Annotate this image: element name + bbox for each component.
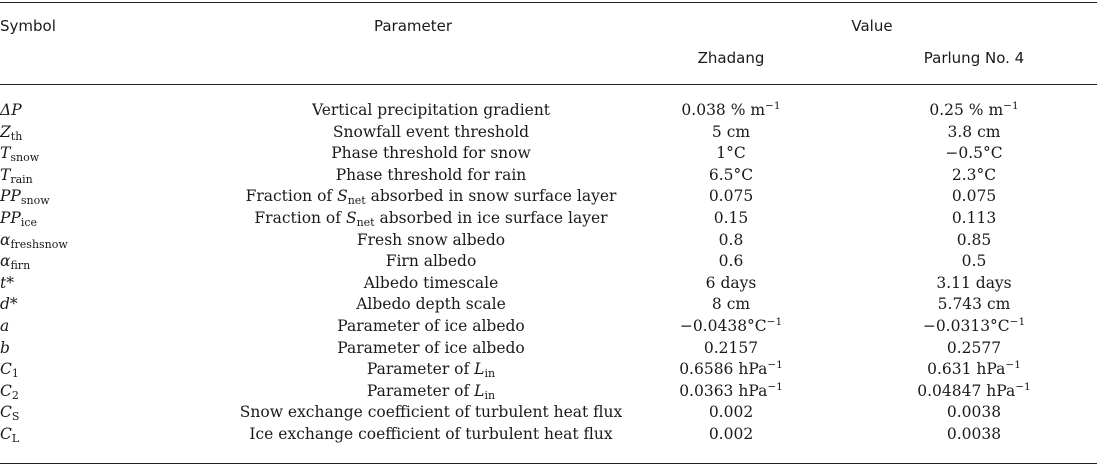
- parameter-text: Snowfall event threshold: [332, 122, 530, 141]
- parlung-value-cell: [874, 251, 1074, 273]
- parameter-variable-subscript: in: [484, 367, 496, 381]
- symbol-main: C: [0, 424, 12, 443]
- parlung-value-cell: [874, 143, 1074, 165]
- symbol-subscript: L: [11, 431, 20, 445]
- zhadang-value-cell: [643, 381, 819, 403]
- parameter-text: Albedo depth scale: [356, 295, 506, 314]
- table-row: [0, 402, 1097, 424]
- symbol-subscript: S: [11, 410, 20, 424]
- zhadang-value-cell: [643, 143, 819, 165]
- parlung-value-cell: [874, 208, 1074, 230]
- parameter-variable: L: [474, 360, 485, 379]
- symbol-main: C: [0, 403, 12, 422]
- symbol-main: t*: [0, 273, 14, 292]
- parlung-value: 0.85: [956, 230, 992, 249]
- zhadang-value: 8 cm: [711, 295, 751, 314]
- parlung-value-cell: [874, 273, 1074, 295]
- zhadang-value-cell: [643, 186, 819, 208]
- parameter-variable-subscript: in: [484, 388, 496, 402]
- zhadang-unit-exponent: −1: [767, 380, 783, 393]
- zhadang-value: 0.15: [713, 208, 749, 227]
- zhadang-value-cell: [643, 208, 819, 230]
- symbol-main: PP: [0, 208, 21, 227]
- symbol-main: T: [0, 165, 11, 184]
- zhadang-value-cell: [643, 100, 819, 122]
- table-row: [0, 338, 1097, 360]
- zhadang-unit-exponent: −1: [767, 359, 783, 372]
- parameter-text-tail: absorbed in ice surface layer: [374, 208, 608, 227]
- table-row: [0, 100, 1097, 122]
- parlung-value-cell: [874, 316, 1074, 338]
- parameter-variable-subscript: net: [347, 194, 366, 208]
- parameter-variable-subscript: net: [356, 215, 375, 229]
- parameter-text: Parameter of ice albedo: [337, 316, 525, 335]
- zhadang-value-cell: [643, 402, 819, 424]
- table-row: [0, 359, 1097, 381]
- parlung-value: 0.04847 hPa: [917, 381, 1016, 400]
- parameter-text: Phase threshold for snow: [331, 144, 531, 163]
- header-rule: [0, 84, 1097, 85]
- symbol-main: α: [0, 252, 11, 271]
- parlung-value: 0.2577: [946, 338, 1002, 357]
- table-row: [0, 122, 1097, 144]
- header-parameter: Parameter: [373, 17, 453, 35]
- parlung-value: 3.8 cm: [947, 122, 1001, 141]
- header-symbol: Symbol: [0, 17, 56, 35]
- parameter-text: Phase threshold for rain: [335, 165, 527, 184]
- zhadang-value: 0.6586 hPa: [679, 360, 768, 379]
- parameter-text: Ice exchange coefficient of turbulent heat flux: [249, 424, 613, 443]
- symbol-main: a: [0, 316, 10, 335]
- header-zhadang: Zhadang: [697, 49, 765, 67]
- symbol-main: α: [0, 230, 11, 249]
- zhadang-value: 0.8: [718, 230, 744, 249]
- symbol-subscript: rain: [10, 172, 33, 186]
- symbol-subscript: snow: [10, 151, 40, 165]
- table-row: [0, 294, 1097, 316]
- symbol-main: Z: [0, 122, 11, 141]
- parlung-value: 0.25 % m: [929, 101, 1004, 119]
- symbol-main: d*: [0, 295, 18, 314]
- header-value: Value: [851, 17, 893, 35]
- table-row: [0, 251, 1097, 273]
- symbol-subscript: snow: [20, 194, 50, 208]
- zhadang-value: 0.075: [708, 187, 754, 206]
- table-row: [0, 165, 1097, 187]
- parameter-text: Vertical precipitation gradient: [311, 101, 551, 119]
- symbol-main: C: [0, 381, 12, 400]
- zhadang-value-cell: [643, 251, 819, 273]
- parlung-value: −0.0313°C: [922, 316, 1010, 335]
- zhadang-value-cell: [643, 338, 819, 360]
- parameter-text: Snow exchange coefficient of turbulent heat flux: [239, 403, 623, 422]
- parlung-value-cell: [874, 100, 1074, 122]
- parameter-variable: L: [474, 381, 485, 400]
- symbol-main: T: [0, 144, 11, 163]
- parameter-text: Firn albedo: [385, 252, 477, 271]
- parlung-value-cell: [874, 338, 1074, 360]
- zhadang-value: 0.038 % m: [681, 101, 766, 119]
- parameter-text: Parameter of: [366, 360, 475, 379]
- parameter-text: Parameter of: [366, 381, 475, 400]
- parlung-value: 0.0038: [946, 424, 1002, 443]
- symbol-main: ΔP: [0, 101, 22, 119]
- parlung-value: 0.5: [961, 252, 987, 271]
- zhadang-value: 0.6: [718, 252, 744, 271]
- parlung-value: 5.743 cm: [937, 295, 1011, 314]
- symbol-subscript: firn: [10, 259, 31, 273]
- bottom-rule: [0, 463, 1097, 464]
- zhadang-value-cell: [643, 294, 819, 316]
- symbol-subscript: 2: [11, 388, 19, 402]
- table-row: [0, 230, 1097, 252]
- table-row: [0, 316, 1097, 338]
- zhadang-unit-exponent: −1: [766, 315, 783, 328]
- zhadang-value-cell: [643, 316, 819, 338]
- parlung-value-cell: [874, 122, 1074, 144]
- zhadang-value-cell: [643, 165, 819, 187]
- zhadang-value-cell: [643, 230, 819, 252]
- parlung-value-cell: [874, 402, 1074, 424]
- zhadang-unit-exponent: −1: [765, 100, 781, 112]
- symbol-main: PP: [0, 187, 21, 206]
- zhadang-value: −0.0438°C: [679, 316, 767, 335]
- parlung-value-cell: [874, 186, 1074, 208]
- zhadang-value: 0.002: [708, 424, 754, 443]
- parameter-text: Fraction of: [254, 208, 346, 227]
- parlung-value: 0.631 hPa: [927, 360, 1006, 379]
- table-row: [0, 273, 1097, 295]
- parlung-value-cell: [874, 424, 1074, 446]
- parlung-value-cell: [874, 165, 1074, 187]
- zhadang-value-cell: [643, 424, 819, 446]
- zhadang-value-cell: [643, 359, 819, 381]
- parlung-unit-exponent: −1: [1015, 380, 1031, 393]
- table-row: [0, 208, 1097, 230]
- parameter-text: Albedo timescale: [363, 273, 499, 292]
- symbol-subscript: th: [10, 129, 23, 143]
- zhadang-value-cell: [643, 273, 819, 295]
- zhadang-value: 6.5°C: [708, 165, 754, 184]
- parlung-value: 0.113: [951, 208, 997, 227]
- table-row: [0, 424, 1097, 446]
- parlung-value-cell: [874, 230, 1074, 252]
- table-row: [0, 143, 1097, 165]
- zhadang-value: 6 days: [705, 273, 757, 292]
- parlung-unit-exponent: −1: [1003, 100, 1019, 112]
- parlung-value: 3.11 days: [936, 273, 1012, 292]
- zhadang-value: 0.2157: [703, 338, 759, 357]
- zhadang-value: 0.0363 hPa: [679, 381, 768, 400]
- parlung-unit-exponent: −1: [1009, 315, 1026, 328]
- parlung-unit-exponent: −1: [1005, 359, 1021, 372]
- parlung-value: 0.075: [951, 187, 997, 206]
- parameter-variable: S: [337, 187, 348, 206]
- symbol-subscript: ice: [20, 215, 38, 229]
- zhadang-value: 1°C: [716, 144, 746, 163]
- table-row: [0, 186, 1097, 208]
- header-parlung: Parlung No. 4: [923, 49, 1025, 67]
- symbol-main: b: [0, 338, 10, 357]
- parameter-text-tail: absorbed in snow surface layer: [365, 187, 617, 206]
- parlung-value-cell: [874, 359, 1074, 381]
- parameter-text: Parameter of ice albedo: [337, 338, 525, 357]
- table-row: [0, 381, 1097, 403]
- parameter-text: Fraction of: [245, 187, 338, 206]
- table-body: [0, 100, 1097, 446]
- zhadang-value-cell: [643, 122, 819, 144]
- parlung-value: −0.5°C: [945, 144, 1003, 163]
- zhadang-value: 0.002: [708, 403, 754, 422]
- top-rule: [0, 2, 1097, 3]
- symbol-subscript: freshsnow: [10, 237, 68, 251]
- parlung-value: 0.0038: [946, 403, 1002, 422]
- zhadang-value: 5 cm: [711, 122, 751, 141]
- parlung-value: 2.3°C: [951, 165, 997, 184]
- parlung-value-cell: [874, 381, 1074, 403]
- symbol-main: C: [0, 360, 12, 379]
- parlung-value-cell: [874, 294, 1074, 316]
- symbol-subscript: 1: [11, 367, 19, 381]
- parameter-text: Fresh snow albedo: [356, 230, 506, 249]
- parameter-variable: S: [345, 208, 357, 227]
